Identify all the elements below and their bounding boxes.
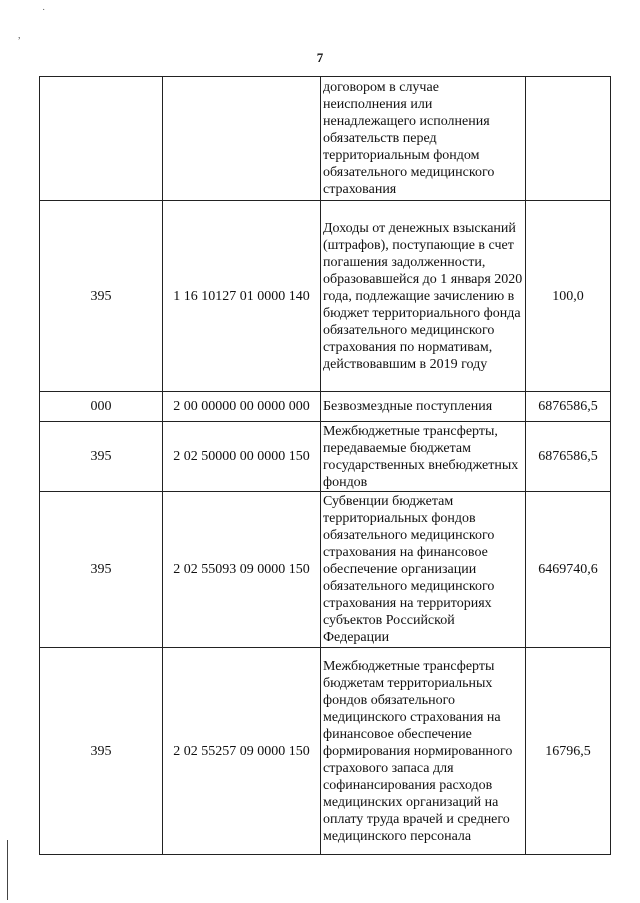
amount-cell: 100,0: [526, 201, 611, 392]
admin-code-cell: 395: [40, 201, 163, 392]
amount-cell: [526, 77, 611, 201]
revenue-name-cell: Безвозмездные поступления: [321, 392, 526, 422]
table-row: [40, 422, 611, 492]
amount-cell: 6469740,6: [526, 492, 611, 648]
scan-speck: ˙: [42, 8, 46, 19]
scan-speck: ,: [18, 30, 21, 41]
budget-code-cell: 2 00 00000 00 0000 000: [163, 392, 321, 422]
table-row: [40, 201, 611, 392]
table-row: [40, 77, 611, 201]
revenue-table: [39, 76, 611, 855]
admin-code-cell: 395: [40, 422, 163, 492]
budget-code-cell: [163, 77, 321, 201]
budget-code-cell: 2 02 50000 00 0000 150: [163, 422, 321, 492]
amount-cell: 6876586,5: [526, 422, 611, 492]
revenue-name-cell: договором в случае неисполнения или ненадлежащего исполнения обязательств перед территориальным фондом обязательного медицинского страхования: [321, 77, 526, 201]
revenue-name-cell: Межбюджетные трансферты, передаваемые бюджетам государственных внебюджетных фондов: [321, 422, 526, 492]
page-number: 7: [316, 50, 324, 65]
budget-code-cell: 2 02 55257 09 0000 150: [163, 648, 321, 855]
amount-cell: 16796,5: [526, 648, 611, 855]
budget-code-cell: 1 16 10127 01 0000 140: [163, 201, 321, 392]
table-row: [40, 392, 611, 422]
admin-code-cell: [40, 77, 163, 201]
revenue-name-cell: Доходы от денежных взысканий (штрафов), поступающие в счет погашения задолженности, образовавшейся до 1 января 2020 года, подлежащие зачислению в бюджет территориального фонда обязательного медицинского страхования по нормативам, действовавшим в 2019 году: [321, 201, 526, 392]
admin-code-cell: 395: [40, 492, 163, 648]
table-row: [40, 492, 611, 648]
table-row: [40, 648, 611, 855]
admin-code-cell: 395: [40, 648, 163, 855]
revenue-name-cell: Межбюджетные трансферты бюджетам территориальных фондов обязательного медицинского страхования на финансовое обеспечение формирования нормированного страхового запаса для софинансирования расходов медицинских организаций на оплату труда врачей и среднего медицинского персонала: [321, 648, 526, 855]
budget-code-cell: 2 02 55093 09 0000 150: [163, 492, 321, 648]
scan-edge-line: [7, 840, 8, 900]
amount-cell: 6876586,5: [526, 392, 611, 422]
revenue-name-cell: Субвенции бюджетам территориальных фондов обязательного медицинского страхования на финансовое обеспечение организации обязательного медицинского страхования на территориях субъектов Российской Федерации: [321, 492, 526, 648]
admin-code-cell: 000: [40, 392, 163, 422]
